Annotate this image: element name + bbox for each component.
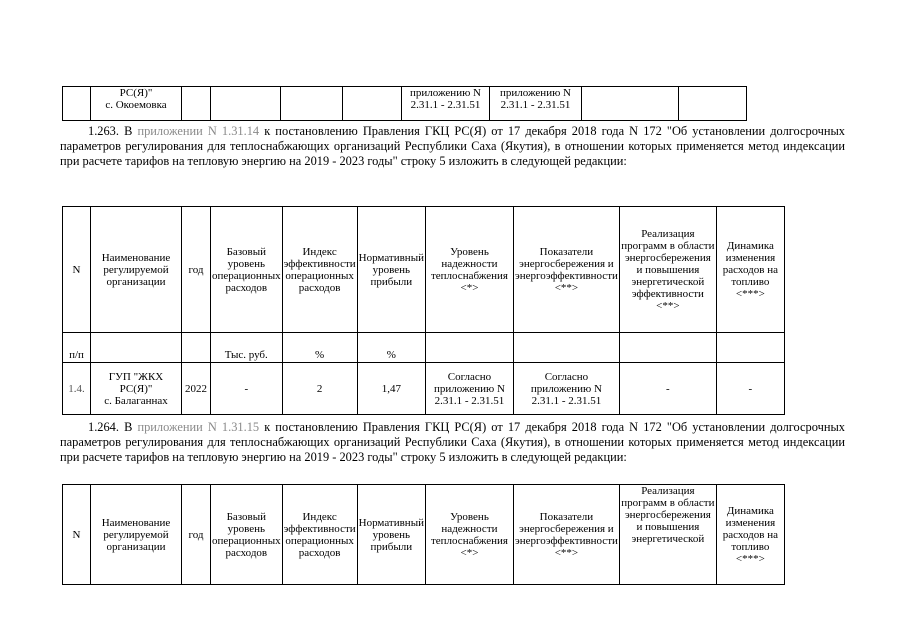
rel-line: 2.31.1 - 2.31.51 bbox=[434, 394, 505, 407]
header-energy-label: Показатели энергосбережения и энергоэффективности <**> bbox=[514, 245, 618, 294]
header-base bbox=[211, 485, 283, 585]
table-header-row bbox=[63, 207, 785, 333]
units-base bbox=[211, 333, 283, 363]
header-year-label: год bbox=[188, 263, 204, 276]
units-index-label: % bbox=[315, 349, 325, 361]
units-fuel bbox=[716, 333, 784, 363]
table-units-row bbox=[63, 333, 785, 363]
org-line: ГУП "ЖКХ bbox=[108, 370, 164, 383]
header-name bbox=[91, 485, 182, 585]
cell-fuel: - bbox=[716, 363, 784, 415]
table-balagannakh bbox=[62, 206, 785, 415]
header-reliability-label: Уровень надежности теплоснабжения <*> bbox=[430, 245, 508, 294]
cell-base: - bbox=[211, 363, 283, 415]
header-base-label: Базовый уровень операционных расходов bbox=[212, 245, 281, 294]
header-n-label: N bbox=[72, 528, 81, 541]
header-name-label: Наименование регулируемой организации bbox=[101, 251, 171, 288]
cell-energy bbox=[490, 87, 582, 121]
header-fuel-label: Динамика изменения расходов на топливо <***> bbox=[722, 504, 778, 565]
cell-index: 2 bbox=[282, 363, 357, 415]
header-norm-label: Нормативный уровень прибыли bbox=[358, 251, 424, 288]
rel-line: 2.31.1 - 2.31.51 bbox=[410, 99, 481, 111]
header-name bbox=[91, 207, 182, 333]
header-norm-label: Нормативный уровень прибыли bbox=[358, 516, 424, 553]
header-programs bbox=[619, 207, 716, 333]
cell-reliability bbox=[425, 363, 513, 415]
header-fuel-label: Динамика изменения расходов на топливо <***> bbox=[722, 239, 778, 300]
units-np-label: п/п bbox=[69, 349, 84, 361]
header-index bbox=[282, 207, 357, 333]
org-line: РС(Я)" bbox=[119, 382, 153, 395]
header-norm bbox=[357, 485, 425, 585]
cell-n: 1.4. bbox=[63, 363, 91, 415]
units-index bbox=[282, 333, 357, 363]
energy-line: 2.31.1 - 2.31.51 bbox=[500, 99, 571, 111]
org-line: с. Балаганнах bbox=[104, 394, 168, 407]
units-norm bbox=[357, 333, 425, 363]
org-line: с. Окоемовка bbox=[105, 99, 167, 111]
table-row bbox=[63, 363, 785, 415]
header-reliability bbox=[425, 485, 513, 585]
appendix-link[interactable]: приложении N 1.31.15 bbox=[137, 420, 260, 434]
cell-energy bbox=[513, 363, 619, 415]
header-year bbox=[182, 207, 211, 333]
header-base-label: Базовый уровень операционных расходов bbox=[212, 510, 281, 559]
header-reliability bbox=[425, 207, 513, 333]
table-header-row bbox=[63, 485, 785, 585]
rel-line: Согласно bbox=[447, 370, 492, 383]
cell-org bbox=[91, 363, 182, 415]
paragraph-text: к постановлению Правления ГКЦ РС(Я) от 17 декабря 2018 года N 172 "Об установлении долгосрочных параметров регулирования для теплоснабжающих организаций Республики Саха (Якутия), в отношении которых применяется метод индексации при расчете тарифов на тепловую энергию на 2019 - 2023 годы" строку 5 изложить в следующей редакции: bbox=[60, 124, 846, 168]
paragraph-1263 bbox=[60, 124, 845, 169]
cell-base bbox=[211, 87, 281, 121]
cell-programs: - bbox=[619, 363, 716, 415]
header-name-label: Наименование регулируемой организации bbox=[101, 516, 171, 553]
header-index-label: Индекс эффективности операционных расходов bbox=[283, 510, 356, 559]
energy-line: приложению N bbox=[530, 382, 602, 395]
units-norm-label: % bbox=[386, 349, 396, 361]
paragraph-number: 1.264. В bbox=[88, 420, 138, 434]
cell-index bbox=[281, 87, 343, 121]
units-energy bbox=[513, 333, 619, 363]
table-okoemovka bbox=[62, 86, 747, 121]
energy-line: 2.31.1 - 2.31.51 bbox=[531, 394, 602, 407]
units-base-label: Тыс. руб. bbox=[224, 349, 268, 361]
units-year bbox=[182, 333, 211, 363]
cell-programs bbox=[582, 87, 679, 121]
header-year bbox=[182, 485, 211, 585]
units-name bbox=[91, 333, 182, 363]
cell-year bbox=[182, 87, 211, 121]
header-fuel bbox=[716, 485, 784, 585]
header-programs-label: Реализация программ в области энергосбережения и повышения энергетической эффективности <**> bbox=[621, 227, 715, 312]
appendix-link[interactable]: приложении N 1.31.14 bbox=[137, 124, 260, 138]
header-index-label: Индекс эффективности операционных расходов bbox=[283, 245, 356, 294]
table-next bbox=[62, 484, 785, 585]
rel-line: приложению N bbox=[433, 382, 505, 395]
header-year-label: год bbox=[188, 528, 204, 541]
header-programs-label: Реализация программ в области энергосбережения и повышения энергетической bbox=[621, 485, 715, 545]
header-n bbox=[63, 207, 91, 333]
cell-norm: 1,47 bbox=[357, 363, 425, 415]
cell-fuel bbox=[679, 87, 747, 121]
header-energy-label: Показатели энергосбережения и энергоэффективности <**> bbox=[514, 510, 618, 559]
header-programs bbox=[619, 485, 716, 585]
units-reliability bbox=[425, 333, 513, 363]
paragraph-number: 1.263. В bbox=[88, 124, 138, 138]
header-norm bbox=[357, 207, 425, 333]
energy-line: Согласно bbox=[544, 370, 589, 383]
cell-n bbox=[63, 87, 91, 121]
header-n bbox=[63, 485, 91, 585]
paragraph-1264 bbox=[60, 420, 845, 465]
cell-org bbox=[91, 87, 182, 121]
units-n bbox=[63, 333, 91, 363]
energy-line: приложению N bbox=[499, 87, 571, 99]
header-energy bbox=[513, 485, 619, 585]
org-line: РС(Я)" bbox=[119, 87, 153, 99]
header-n-label: N bbox=[72, 263, 81, 276]
header-fuel bbox=[716, 207, 784, 333]
cell-year: 2022 bbox=[182, 363, 211, 415]
header-energy bbox=[513, 207, 619, 333]
header-index bbox=[282, 485, 357, 585]
units-programs bbox=[619, 333, 716, 363]
header-base bbox=[211, 207, 283, 333]
paragraph-text: к постановлению Правления ГКЦ РС(Я) от 17 декабря 2018 года N 172 "Об установлении долгосрочных параметров регулирования для теплоснабжающих организаций Республики Саха (Якутия), в отношении которых применяется метод индексации при расчете тарифов на тепловую энергию на 2019 - 2023 годы" строку 5 изложить в следующей редакции: bbox=[60, 420, 846, 464]
rel-line: приложению N bbox=[409, 87, 481, 99]
table-row bbox=[63, 87, 747, 121]
cell-reliability bbox=[402, 87, 490, 121]
cell-norm bbox=[343, 87, 402, 121]
header-reliability-label: Уровень надежности теплоснабжения <*> bbox=[430, 510, 508, 559]
